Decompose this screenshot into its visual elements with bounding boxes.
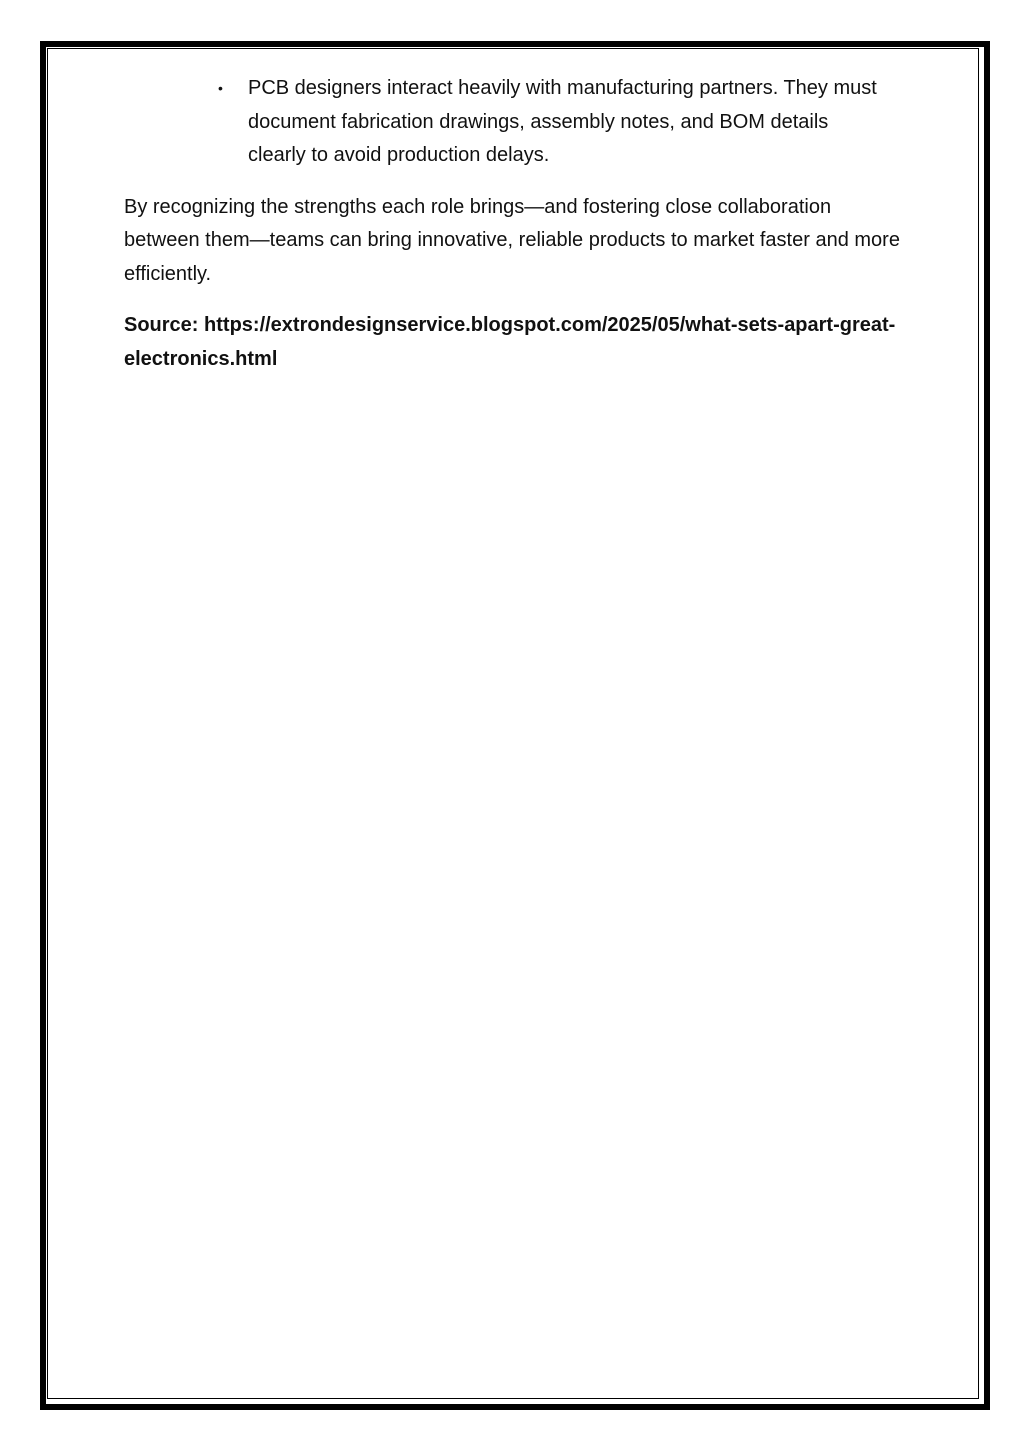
bullet-text: PCB designers interact heavily with manufacturing partners. They must document fabrication drawings, assembly notes, and BOM details clearly to avoid production delays. (248, 77, 877, 166)
bullet-icon: • (218, 80, 223, 96)
source-url: https://extrondesignservice.blogspot.com/2025/05/what-sets-apart-great-electronics.html (124, 314, 896, 370)
closing-paragraph: By recognizing the strengths each role brings—and fostering close collaboration between them—teams can bring innovative, reliable products to market faster and more efficiently. (124, 195, 900, 285)
list-item (124, 72, 900, 173)
source-line (124, 309, 914, 376)
document-body (124, 72, 900, 376)
bullet-list (124, 72, 900, 173)
source-label: Source: (124, 314, 199, 336)
